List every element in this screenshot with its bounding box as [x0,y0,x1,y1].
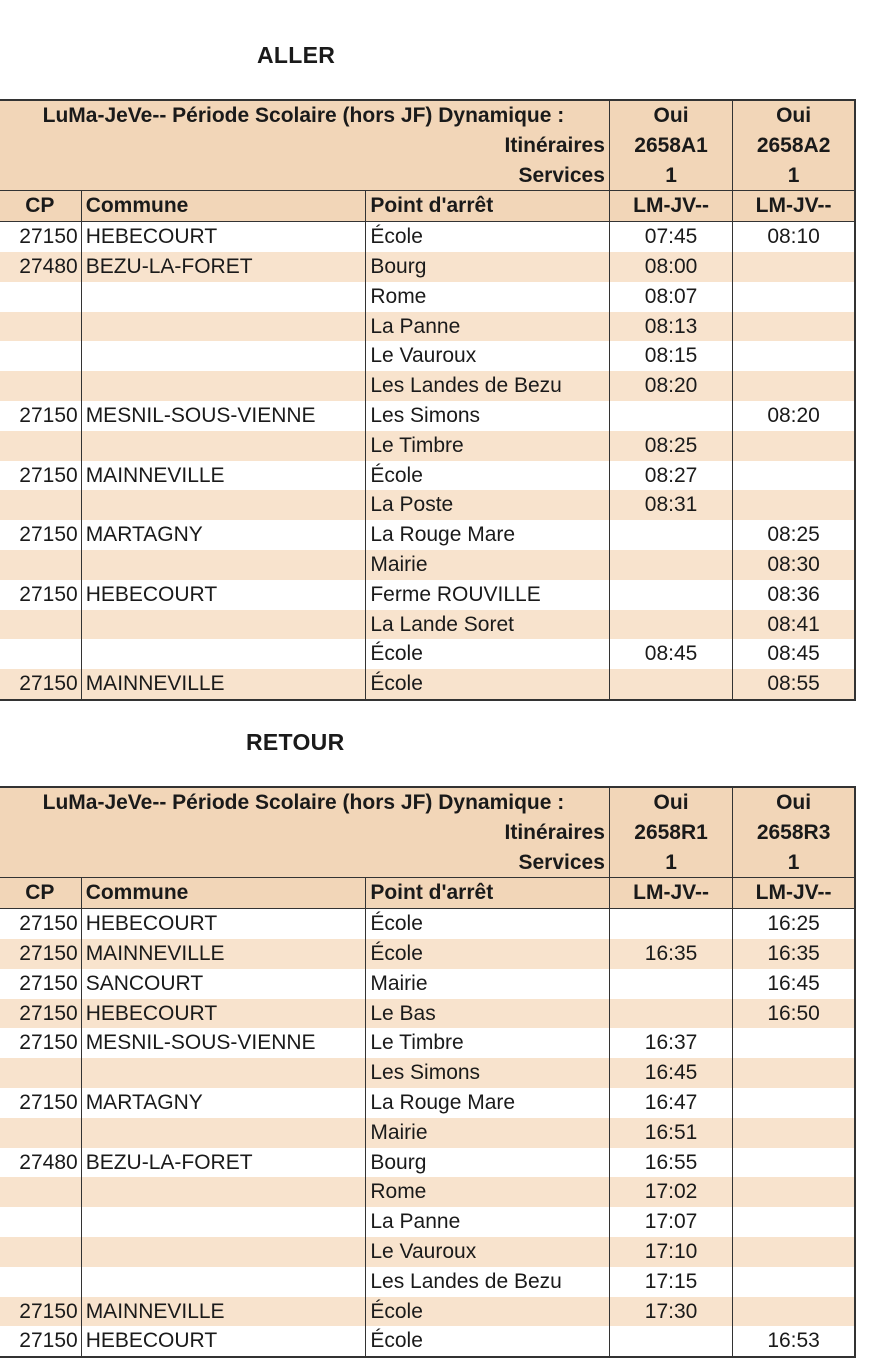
cell-time-service-2 [733,1058,855,1088]
service-2-number: 1 [733,848,855,878]
cell-cp: 27150 [0,999,81,1029]
service-2-status: Oui [733,100,855,131]
cell-stop: Rome [366,282,610,312]
table-row [0,1267,855,1297]
table-row [0,909,855,939]
table-row [0,1058,855,1088]
cell-time-service-1: 16:35 [609,939,732,969]
table-row [0,401,855,431]
cell-stop: Mairie [366,1118,610,1148]
cell-commune [81,341,366,371]
header-row [0,787,855,818]
table-row [0,461,855,491]
cell-stop: Ferme ROUVILLE [366,580,610,610]
cell-stop: École [366,222,610,252]
cell-commune: MARTAGNY [81,1088,366,1118]
cell-time-service-2 [733,1207,855,1237]
cell-time-service-2 [733,312,855,342]
cell-commune: HEBECOURT [81,222,366,252]
cell-commune: MAINNEVILLE [81,939,366,969]
table-row [0,222,855,252]
cell-time-service-1 [609,669,732,700]
service-2-status: Oui [733,787,855,818]
cell-stop: École [366,1297,610,1327]
cell-time-service-1: 17:15 [609,1267,732,1297]
table-row [0,431,855,461]
cell-time-service-2: 16:35 [733,939,855,969]
cell-stop: Les Landes de Bezu [366,1267,610,1297]
cell-commune: BEZU-LA-FORET [81,1148,366,1178]
cell-time-service-2 [733,252,855,282]
cell-time-service-1: 16:37 [609,1028,732,1058]
table-row [0,1028,855,1058]
cell-time-service-1: 16:47 [609,1088,732,1118]
cell-stop: Le Timbre [366,431,610,461]
cell-commune [81,639,366,669]
cell-time-service-1 [609,999,732,1029]
cell-time-service-1 [609,520,732,550]
cell-time-service-1 [609,550,732,580]
cell-time-service-2 [733,1237,855,1267]
service-1-status: Oui [609,100,732,131]
table-row [0,252,855,282]
cell-cp [0,1237,81,1267]
aller-section-title: ALLER [257,42,336,68]
cell-time-service-1: 08:20 [609,371,732,401]
cell-time-service-1: 08:15 [609,341,732,371]
col-header-point: Point d'arrêt [366,878,610,909]
cell-time-service-2: 16:53 [733,1326,855,1357]
cell-stop: Les Landes de Bezu [366,371,610,401]
itineraires-label: Itinéraires [0,131,609,161]
cell-cp: 27480 [0,1148,81,1178]
cell-stop: La Poste [366,490,610,520]
service-1-itinerary: 2658R1 [609,818,732,848]
cell-time-service-2 [733,461,855,491]
column-header-row [0,878,855,909]
cell-cp: 27150 [0,520,81,550]
cell-cp [0,550,81,580]
table-row [0,939,855,969]
service-2-days: LM-JV-- [733,878,855,909]
header-row [0,161,855,191]
table-row [0,490,855,520]
cell-time-service-1: 16:45 [609,1058,732,1088]
cell-time-service-1: 17:10 [609,1237,732,1267]
table-row [0,1118,855,1148]
cell-cp: 27150 [0,401,81,431]
cell-time-service-1: 17:07 [609,1207,732,1237]
cell-commune [81,1237,366,1267]
cell-stop: Le Vauroux [366,1237,610,1267]
cell-cp [0,431,81,461]
table-row [0,341,855,371]
cell-time-service-2: 08:10 [733,222,855,252]
cell-commune [81,1267,366,1297]
cell-time-service-1: 17:02 [609,1177,732,1207]
cell-stop: École [366,461,610,491]
cell-stop: École [366,669,610,700]
cell-commune: MAINNEVILLE [81,669,366,700]
cell-stop: Le Bas [366,999,610,1029]
service-1-days: LM-JV-- [609,878,732,909]
aller-rows [0,222,855,700]
cell-time-service-2 [733,282,855,312]
table-row [0,580,855,610]
cell-time-service-1 [609,580,732,610]
service-1-number: 1 [609,848,732,878]
cell-time-service-2 [733,431,855,461]
cell-commune: HEBECOURT [81,1326,366,1357]
cell-cp [0,610,81,640]
cell-commune: BEZU-LA-FORET [81,252,366,282]
cell-stop: Rome [366,1177,610,1207]
header-row [0,131,855,161]
cell-stop: La Rouge Mare [366,520,610,550]
table-row [0,371,855,401]
retour-timetable [0,786,856,1358]
cell-commune: SANCOURT [81,969,366,999]
cell-stop: École [366,639,610,669]
cell-commune [81,371,366,401]
header-row [0,100,855,131]
cell-time-service-1: 16:51 [609,1118,732,1148]
col-header-point: Point d'arrêt [366,191,610,222]
cell-stop: Bourg [366,1148,610,1178]
col-header-cp: CP [0,878,81,909]
cell-time-service-1: 08:07 [609,282,732,312]
cell-cp [0,1207,81,1237]
cell-stop: La Lande Soret [366,610,610,640]
cell-stop: Les Simons [366,401,610,431]
cell-time-service-1: 17:30 [609,1297,732,1327]
cell-cp [0,1177,81,1207]
cell-cp: 27150 [0,1088,81,1118]
cell-commune [81,312,366,342]
cell-time-service-1 [609,610,732,640]
cell-cp: 27150 [0,1297,81,1327]
cell-stop: Le Vauroux [366,341,610,371]
cell-cp [0,639,81,669]
period-label: LuMa-JeVe-- Période Scolaire (hors JF) Dynamique : [0,787,609,818]
cell-commune [81,1058,366,1088]
cell-time-service-2 [733,1148,855,1178]
cell-commune [81,431,366,461]
col-header-commune: Commune [81,878,366,909]
cell-time-service-2: 08:55 [733,669,855,700]
service-2-itinerary: 2658R3 [733,818,855,848]
cell-cp [0,341,81,371]
cell-cp [0,282,81,312]
cell-cp [0,1118,81,1148]
cell-commune: MESNIL-SOUS-VIENNE [81,1028,366,1058]
cell-time-service-1 [609,401,732,431]
cell-cp: 27150 [0,1028,81,1058]
cell-time-service-2: 16:45 [733,969,855,999]
cell-time-service-1 [609,909,732,939]
cell-cp: 27150 [0,969,81,999]
itineraires-label: Itinéraires [0,818,609,848]
col-header-commune: Commune [81,191,366,222]
period-label: LuMa-JeVe-- Période Scolaire (hors JF) Dynamique : [0,100,609,131]
cell-stop: École [366,1326,610,1357]
cell-cp: 27150 [0,939,81,969]
cell-time-service-1 [609,1326,732,1357]
cell-time-service-2: 08:20 [733,401,855,431]
cell-time-service-1: 07:45 [609,222,732,252]
cell-time-service-1 [609,969,732,999]
cell-time-service-2: 08:41 [733,610,855,640]
table-row [0,610,855,640]
service-2-days: LM-JV-- [733,191,855,222]
cell-time-service-2: 16:50 [733,999,855,1029]
cell-stop: Les Simons [366,1058,610,1088]
cell-time-service-2: 16:25 [733,909,855,939]
cell-time-service-2 [733,490,855,520]
cell-commune [81,282,366,312]
cell-time-service-2 [733,1028,855,1058]
cell-time-service-2 [733,1118,855,1148]
cell-time-service-2 [733,341,855,371]
cell-cp: 27150 [0,909,81,939]
table-row [0,520,855,550]
service-2-itinerary: 2658A2 [733,131,855,161]
table-row [0,1207,855,1237]
table-row [0,1326,855,1357]
cell-time-service-2 [733,371,855,401]
cell-cp: 27150 [0,669,81,700]
col-header-cp: CP [0,191,81,222]
cell-cp: 27150 [0,580,81,610]
cell-time-service-2: 08:36 [733,580,855,610]
cell-commune: HEBECOURT [81,999,366,1029]
cell-commune: MESNIL-SOUS-VIENNE [81,401,366,431]
column-header-row [0,191,855,222]
cell-stop: La Panne [366,1207,610,1237]
cell-cp [0,1267,81,1297]
cell-stop: La Panne [366,312,610,342]
cell-stop: Le Timbre [366,1028,610,1058]
cell-commune [81,610,366,640]
cell-time-service-2 [733,1267,855,1297]
service-1-number: 1 [609,161,732,191]
cell-commune: HEBECOURT [81,909,366,939]
cell-cp [0,312,81,342]
cell-commune [81,1207,366,1237]
services-label: Services [0,848,609,878]
service-1-status: Oui [609,787,732,818]
cell-stop: Mairie [366,550,610,580]
cell-commune: MAINNEVILLE [81,1297,366,1327]
cell-cp: 27150 [0,222,81,252]
services-label: Services [0,161,609,191]
cell-commune: HEBECOURT [81,580,366,610]
cell-cp [0,371,81,401]
service-1-days: LM-JV-- [609,191,732,222]
cell-time-service-2: 08:30 [733,550,855,580]
cell-commune [81,550,366,580]
cell-cp: 27480 [0,252,81,282]
cell-time-service-1: 08:27 [609,461,732,491]
cell-time-service-1: 08:31 [609,490,732,520]
table-row [0,1297,855,1327]
aller-timetable [0,99,856,701]
table-row [0,639,855,669]
cell-time-service-1: 08:45 [609,639,732,669]
cell-time-service-1: 08:00 [609,252,732,282]
table-row [0,312,855,342]
header-row [0,818,855,848]
cell-commune [81,1118,366,1148]
header-row [0,848,855,878]
cell-time-service-2 [733,1177,855,1207]
cell-stop: Mairie [366,969,610,999]
cell-time-service-2 [733,1088,855,1118]
table-row [0,1237,855,1267]
cell-stop: Bourg [366,252,610,282]
cell-time-service-1: 08:25 [609,431,732,461]
cell-time-service-1: 08:13 [609,312,732,342]
table-row [0,282,855,312]
retour-section-title: RETOUR [246,729,345,755]
cell-time-service-2 [733,1297,855,1327]
cell-commune: MARTAGNY [81,520,366,550]
cell-stop: La Rouge Mare [366,1088,610,1118]
cell-cp: 27150 [0,1326,81,1357]
table-row [0,969,855,999]
service-2-number: 1 [733,161,855,191]
table-row [0,999,855,1029]
cell-commune: MAINNEVILLE [81,461,366,491]
cell-time-service-2: 08:45 [733,639,855,669]
cell-cp: 27150 [0,461,81,491]
retour-rows [0,909,855,1357]
cell-time-service-1: 16:55 [609,1148,732,1178]
cell-stop: École [366,909,610,939]
cell-time-service-2: 08:25 [733,520,855,550]
table-row [0,669,855,700]
table-row [0,1148,855,1178]
cell-commune [81,490,366,520]
table-row [0,1088,855,1118]
cell-stop: École [366,939,610,969]
cell-commune [81,1177,366,1207]
service-1-itinerary: 2658A1 [609,131,732,161]
cell-cp [0,490,81,520]
table-row [0,550,855,580]
table-row [0,1177,855,1207]
cell-cp [0,1058,81,1088]
